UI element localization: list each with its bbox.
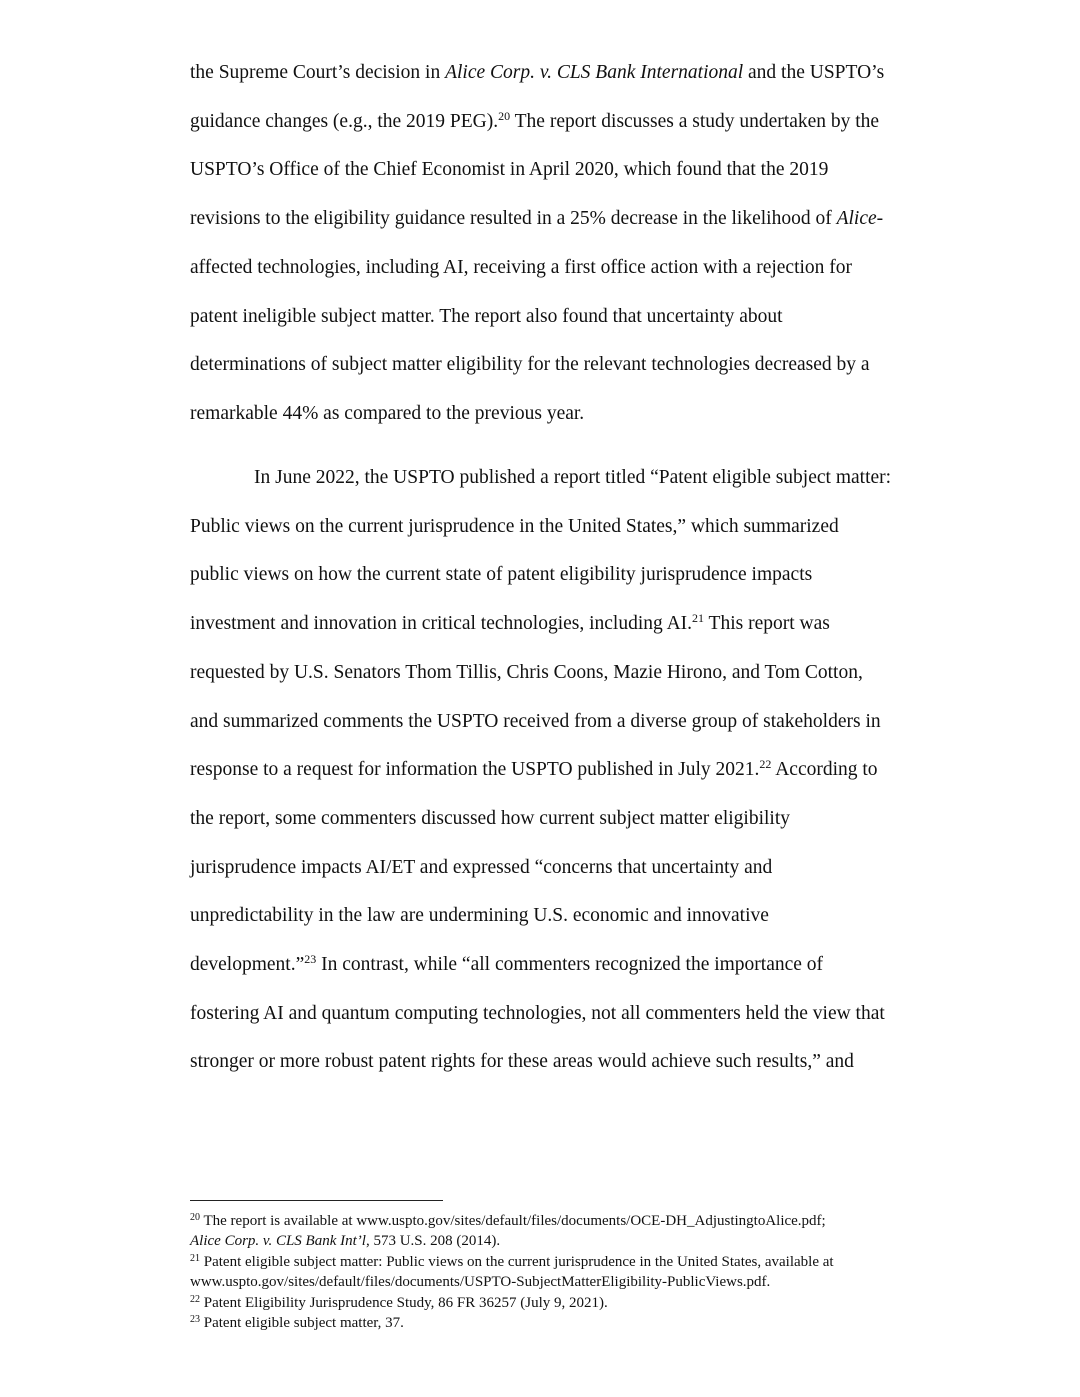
footnote-reference: 22 xyxy=(190,1293,200,1305)
text-run: Alice Corp. v. CLS Bank Int’l xyxy=(190,1233,366,1250)
text-line xyxy=(190,257,852,279)
text-run: Alice- xyxy=(836,208,884,230)
text-run: www.uspto.gov/sites/default/files/documents/USPTO-SubjectMatterEligibility-PublicViews.pdf. xyxy=(190,1274,771,1291)
text-line xyxy=(190,208,883,230)
text-run: In June 2022, the USPTO published a report titled “Patent eligible subject matter: xyxy=(254,467,892,488)
text-run: determinations of subject matter eligibility for the relevant technologies decreased by a xyxy=(190,354,870,376)
footnote-reference: 23 xyxy=(304,952,317,966)
footnote-line xyxy=(190,1272,970,1292)
text-run: investment and innovation in critical technologies, including AI. xyxy=(190,613,693,635)
text-run: public views on how the current state of patent eligibility jurisprudence impacts xyxy=(190,564,813,586)
text-run: jurisprudence impacts AI/ET and expressed “concerns that uncertainty and xyxy=(190,856,773,878)
footnotes xyxy=(190,1211,970,1333)
text-line xyxy=(254,467,891,489)
text-line xyxy=(190,759,878,781)
footnote-reference: 20 xyxy=(190,1212,200,1223)
text-line xyxy=(190,403,584,425)
text-line xyxy=(190,954,823,976)
text-run: guidance changes (e.g., the 2019 PEG). xyxy=(190,110,499,132)
text-line xyxy=(190,306,783,328)
text-run: Patent eligible subject matter, 37. xyxy=(200,1315,404,1332)
text-run: The report discusses a study undertaken by the xyxy=(510,110,880,132)
footnote-reference: 21 xyxy=(190,1252,200,1264)
text-line xyxy=(190,662,863,684)
text-run: requested by U.S. Senators Thom Tillis, Chris Coons, Mazie Hirono, and Tom Cotton, xyxy=(190,661,863,683)
footnote-line xyxy=(190,1231,970,1251)
text-line xyxy=(190,108,880,133)
text-line xyxy=(190,1003,885,1025)
text-run: USPTO’s Office of the Chief Economist in April 2020, which found that the 2019 xyxy=(190,159,829,181)
text-run: remarkable 44% as compared to the previous year. xyxy=(190,402,585,424)
text-run: Patent Eligibility Jurisprudence Study, 86 FR 36257 (July 9, 2021). xyxy=(200,1294,608,1311)
footnote-line xyxy=(190,1293,970,1313)
footnote-reference: 22 xyxy=(759,757,772,772)
footnote-reference: 21 xyxy=(692,611,705,626)
text-run: development.” xyxy=(190,954,305,975)
text-run: stronger or more robust patent rights for these areas would achieve such results,” and xyxy=(190,1051,854,1073)
text-run: This report was xyxy=(704,613,830,635)
text-run: According to xyxy=(771,759,878,781)
text-line xyxy=(190,516,839,538)
text-line xyxy=(190,711,881,733)
text-run: , 573 U.S. 208 (2014). xyxy=(365,1233,501,1250)
text-run: revisions to the eligibility guidance resulted in a 25% decrease in the likelihood of xyxy=(190,208,837,230)
text-run: the report, some commenters discussed how current subject matter eligibility xyxy=(190,807,791,829)
text-line xyxy=(190,159,828,181)
footnote-line xyxy=(190,1313,970,1333)
text-run: unpredictability in the law are undermining U.S. economic and innovative xyxy=(190,905,769,927)
text-line xyxy=(190,354,870,376)
text-run: In contrast, while “all commenters recognized the importance of xyxy=(316,954,824,975)
text-run: Alice Corp. v. CLS Bank International xyxy=(445,62,744,83)
text-line xyxy=(190,62,884,84)
text-line xyxy=(190,564,812,586)
footnote-line xyxy=(190,1211,970,1231)
text-line xyxy=(190,808,790,830)
footnote-separator xyxy=(190,1200,443,1201)
text-line xyxy=(190,1051,854,1073)
text-run: fostering AI and quantum computing technologies, not all commenters held the view that xyxy=(190,1002,885,1024)
text-run: and summarized comments the USPTO received from a diverse group of stakeholders in xyxy=(190,710,881,732)
footnote-reference: 20 xyxy=(498,108,511,123)
text-run: and the USPTO’s xyxy=(743,62,885,83)
text-run: the Supreme Court’s decision in xyxy=(190,62,446,83)
text-line xyxy=(190,905,769,927)
text-run: Patent eligible subject matter: Public views on the current jurisprudence in the United States, available at xyxy=(200,1253,834,1270)
text-line xyxy=(190,857,772,879)
footnote-line xyxy=(190,1252,970,1272)
text-run: affected technologies, including AI, receiving a first office action with a rejection for xyxy=(190,256,853,278)
footnote-reference: 23 xyxy=(190,1314,200,1326)
text-run: response to a request for information the USPTO published in July 2021. xyxy=(190,759,760,781)
text-run: patent ineligible subject matter. The report also found that uncertainty about xyxy=(190,305,783,327)
text-run: Public views on the current jurisprudence in the United States,” which summarized xyxy=(190,515,839,537)
text-run: The report is available at www.uspto.gov/sites/default/files/documents/OCE-DH_AdjustingtoAlice.pdf; xyxy=(200,1213,826,1229)
text-line xyxy=(190,613,830,635)
